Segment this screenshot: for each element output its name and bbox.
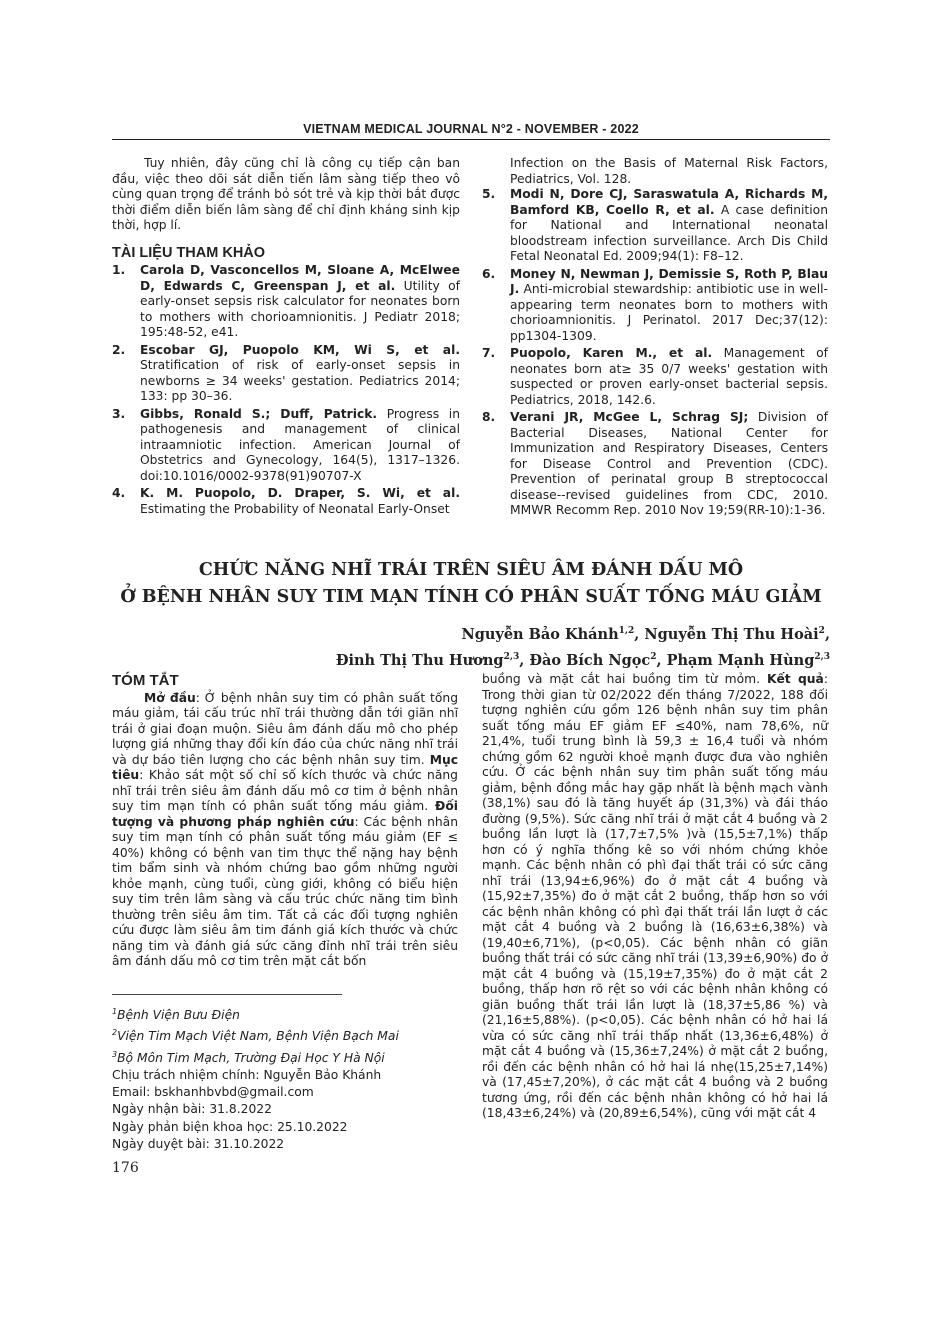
reference-item: [482, 410, 828, 519]
reference-item: [112, 343, 460, 405]
reference-item: [482, 187, 828, 265]
page-number: 176: [112, 1160, 139, 1176]
reference-item: [112, 407, 460, 485]
intro-paragraph: Tuy nhiên, đây cũng chỉ là công cụ tiếp cận ban đầu, việc theo dõi sát diễn tiến lâm sàng tiếp theo vô cùng quan trọng để tránh bỏ sót trẻ và kịp thời bắt được thời điểm diễn biến lâm sàng để chỉ định kháng sinh kịp thời, hợp lí.: [112, 156, 460, 232]
affiliation-3: $^3$Bộ Môn Tim Mạch, Trường Đại Học Y Hà Nội: [112, 1049, 385, 1065]
reference-text: Division of Bacterial Diseases, National Center for Immunization and Respiratory Diseases, Centers for Disease Control and Prevention (CDC). Prevention of perinatal group B streptococcal disease--revised guidelines from CDC, 2010. MMWR Recomm Rep. 2010 Nov 19;59(RR-10):1-36.: [510, 410, 828, 517]
author-name: Nguyễn Bảo Khánh: [461, 625, 619, 643]
reference-continuation: Infection on the Basis of Maternal Risk Factors, Pediatrics, Vol. 128.: [510, 156, 828, 186]
reference-authors: Verani JR, McGee L, Schrag SJ;: [510, 410, 749, 424]
header-divider: [112, 139, 830, 140]
reference-text: Estimating the Probability of Neonatal Early-Onset: [140, 501, 450, 516]
article-title: [112, 557, 830, 611]
reference-number: 3.: [112, 406, 126, 421]
author-affiliation-sup: 1,2: [618, 626, 635, 636]
reference-item: [482, 267, 828, 345]
abstract-label: Mở đầu: [144, 690, 196, 705]
reference-authors: Carola D, Vasconcellos M, Sloane A, McElwee D, Edwards C, Greenspan J, et al.: [140, 263, 460, 293]
abstract-paragraph: buồng và mặt cắt hai buồng tim từ mỏm. Kết quả: Trong thời gian từ 02/2022 đến tháng 7/2022, 188 đối tượng nghiên cứu gồm 126 bệnh nhân suy tim phân suất tống máu EF giảm EF ≤40%, nam 78,6%, nữ 21,4%, tuổi trung bình là 59,3 ± 16,4 tuổi và nhóm chứng gồm 62 người khoẻ mạnh được đưa vào nghiên cứu. Ở các bệnh nhân suy tim phân suất tống máu giảm, bệnh đồng mắc hay gặp nhất là bệnh mạch vành (38,1%) sau đó là tăng huyết áp (31,3%) và đái tháo đường (9,5%). Sức căng nhĩ trái ở mặt cắt 4 buồng và 2 buồng lần lượt là (17,7±7,5% )và (15,5±7,1%) thấp hơn có ý nghĩa thống kê so với nhóm chứng khỏe mạnh. Các bệnh nhân có phì đại thất trái có sức căng nhĩ trái (13,94±6,96%) đo ở mặt cắt 4 buồng và (15,92±7,35%) đo ở mặt cắt 2 buồng, thấp hơn so với các bệnh nhân không có phì đại thất trái lần lượt ở các mặt cắt 4 buồng và 2 buồng là (16,63±6,38%) và (19,40±6,71%), (p<0,05). Các bệnh nhân có giãn buồng thất trái có sức căng nhĩ trái (13,39±6,90%) đo ở mặt cắt 4 buồng và (15,19±7,35%) đo ở mặt cắt 2 buồng, thấp hơn rõ rệt so với các bệnh nhân không có giãn buồng thất trái lần lượt là (18,37±5,86 %) và (21,16±5,88%). (p<0,05). Các bệnh nhân có hở hai lá vừa có sức căng nhĩ trái thấp nhất (13,36±6,48%) ở mặt cắt 4 buồng và (15,36±7,24%) ở mặt cắt 2 buồng, rồi đến các bệnh nhân có hở hai lá nhẹ(15,25±7,14%) và (17,45±7,20%), ở các mặt cắt 4 buồng và 2 buồng tương ứng, rồi đến các bệnh nhân không có hở hai lá (18,43±6,24%) và (20,89±6,54%), cũng với mặt cắt 4: [482, 672, 828, 1120]
affiliation-1: $^1$Bệnh Viện Bưu Điện: [112, 1007, 240, 1023]
article-title-line-2: Ở BỆNH NHÂN SUY TIM MẠN TÍNH CÓ PHÂN SUẤT TỐNG MÁU GIẢM: [120, 587, 822, 607]
corresponding-author: Chịu trách nhiệm chính: Nguyễn Bảo Khánh: [112, 1067, 382, 1082]
reference-text: A case definition for National and International neonatal bloodstream infection surveillance. Arch Dis Child Fetal Neonatal Ed. 2009;94(1): F8–12.: [510, 202, 828, 263]
journal-header: VIETNAM MEDICAL JOURNAL N°2 - NOVEMBER - 2022: [303, 122, 639, 136]
right-column-top: [482, 156, 828, 521]
reference-text: Management of neonates born at≥ 35 0/7 weeks' gestation with suspected or proven early-onset bacterial sepsis. Pediatrics, 2018, 142.6.: [510, 346, 828, 407]
received-date: Ngày nhận bài: 31.8.2022: [112, 1102, 272, 1117]
reference-text: Anti-microbial stewardship: antibiotic use in well-appearing term neonates born to mothers with chorioamnionitis. J Perinatol. 2017 Dec;37(12): pp1304-1309.: [510, 282, 828, 343]
author-affiliation-sup: 2: [818, 626, 825, 636]
footnotes: [112, 1003, 452, 1153]
reference-text: Progress in pathogenesis and management of clinical intraamniotic infection. American Journal of Obstetrics and Gynecology, 164(5), 1317–1326. doi:10.1016/0002-9378(91)90707-X: [140, 406, 460, 483]
reference-number: 8.: [482, 410, 496, 424]
reference-text: Utility of early-onset sepsis risk calculator for neonates born to mothers with chorioamnionitis. J Pediatr 2018; 195:48-52, e41.: [140, 278, 460, 339]
author-name: Nguyễn Thị Thu Hoài: [644, 625, 819, 643]
abstract-paragraph: Mở đầu: Ở bệnh nhân suy tim có phân suất tống máu giảm, tái cấu trúc nhĩ trái thường dẫn tới giãn nhĩ trái ở giai đoạn muộn. Siêu âm đánh dấu mô cho phép lượng giá những thay đổi kín đáo của chức năng nhĩ trái và dự báo tiên lượng cho các bệnh nhân suy tim. Mục tiêu: Khảo sát một số chỉ số kích thước và chức năng nhĩ trái trên siêu âm đánh dấu mô cơ tim ở bệnh nhân suy tim mạn tính có phân suất tống máu giảm. Đối tượng và phương pháp nghiên cứu: Các bệnh nhân suy tim mạn tính có phân suất tống máu giảm (EF ≤ 40%) không có bệnh van tim thực thể nặng hay bệnh tim bẩm sinh và nhóm chứng bao gồm những người khỏe mạnh, cùng tuổi, cùng giới, không có biểu hiện suy tim trên lâm sàng và cấu trúc chức năng tim bình thường trên siêu âm tim. Tất cả các đối tượng nghiên cứu được làm siêu âm tim đánh giá kích thước và chức năng tim và đánh giá sức căng đỉnh nhĩ trái trên siêu âm đánh dấu mô cơ tim trên mặt cắt bốn: [112, 690, 458, 968]
reference-authors: K. M. Puopolo, D. Draper, S. Wi, et al.: [140, 486, 460, 500]
reference-authors: Gibbs, Ronald S.; Duff, Patrick.: [140, 406, 378, 421]
author-name: Đào Bích Ngọc: [529, 651, 651, 669]
reference-number: 2.: [112, 342, 126, 357]
author-affiliation-sup: 2: [650, 651, 657, 662]
review-date: Ngày phản biện khoa học: 25.10.2022: [112, 1119, 348, 1134]
reference-number: 6.: [482, 266, 496, 281]
abstract-label: Kết quả: [766, 672, 824, 686]
abstract-title: TÓM TẮT: [112, 672, 179, 689]
abstract-label: Mục tiêu: [112, 752, 458, 782]
reference-item: [482, 346, 828, 408]
reference-authors: Modi N, Dore CJ, Saraswatula A, Richards M, Bamford KB, Coello R, et al.: [510, 187, 828, 217]
left-column-top: [112, 156, 460, 519]
reference-item: [112, 486, 460, 517]
reference-number: 5.: [482, 187, 496, 201]
author-name: Phạm Mạnh Hùng: [666, 651, 815, 669]
reference-number: 1.: [112, 263, 126, 277]
reference-authors: Escobar GJ, Puopolo KM, Wi S, et al.: [140, 342, 460, 357]
reference-authors: Puopolo, Karen M., et al.: [510, 346, 713, 360]
reference-authors: Money N, Newman J, Demissie S, Roth P, Blau J.: [510, 266, 828, 296]
reference-number: 4.: [112, 486, 126, 500]
reference-item: [112, 263, 460, 341]
abstract-right-column: [482, 672, 828, 1122]
author-list: Nguyễn Bảo Khánh$^{1,2}$, Nguyễn Thị Thu Hoài$^2$, Đinh Thị Thu Hương$^{2,3}$, Đào Bích Ngọc$^2$, Phạm Mạnh Hùng$^{2,3}$: [335, 625, 830, 669]
author-affiliation-sup: 2,3: [503, 651, 520, 662]
article-title-line-1: CHỨC NĂNG NHĨ TRÁI TRÊN SIÊU ÂM ĐÁNH DẤU MÔ: [198, 560, 744, 580]
abstract-label: Đối tượng và phương pháp nghiên cứu: [112, 799, 458, 829]
reference-text: Stratification of risk of early-onset sepsis in newborns ≥ 34 weeks' gestation. Pediatrics 2014; 133: pp 30–36.: [140, 358, 460, 403]
accepted-date: Ngày duyệt bài: 31.10.2022: [112, 1136, 285, 1151]
references-title: TÀI LIỆU THAM KHẢO: [112, 244, 266, 261]
affiliation-2: $^2$Viện Tim Mạch Việt Nam, Bệnh Viện Bạch Mai: [112, 1028, 399, 1044]
footnote-divider: [112, 994, 342, 995]
abstract-left-column: [112, 673, 458, 970]
contact-email: Email: bskhanhbvbd@gmail.com: [112, 1085, 314, 1100]
author-affiliation-sup: 2,3: [814, 651, 830, 662]
author-name: Đinh Thị Thu Hương: [335, 651, 504, 669]
reference-number: 7.: [482, 346, 496, 360]
